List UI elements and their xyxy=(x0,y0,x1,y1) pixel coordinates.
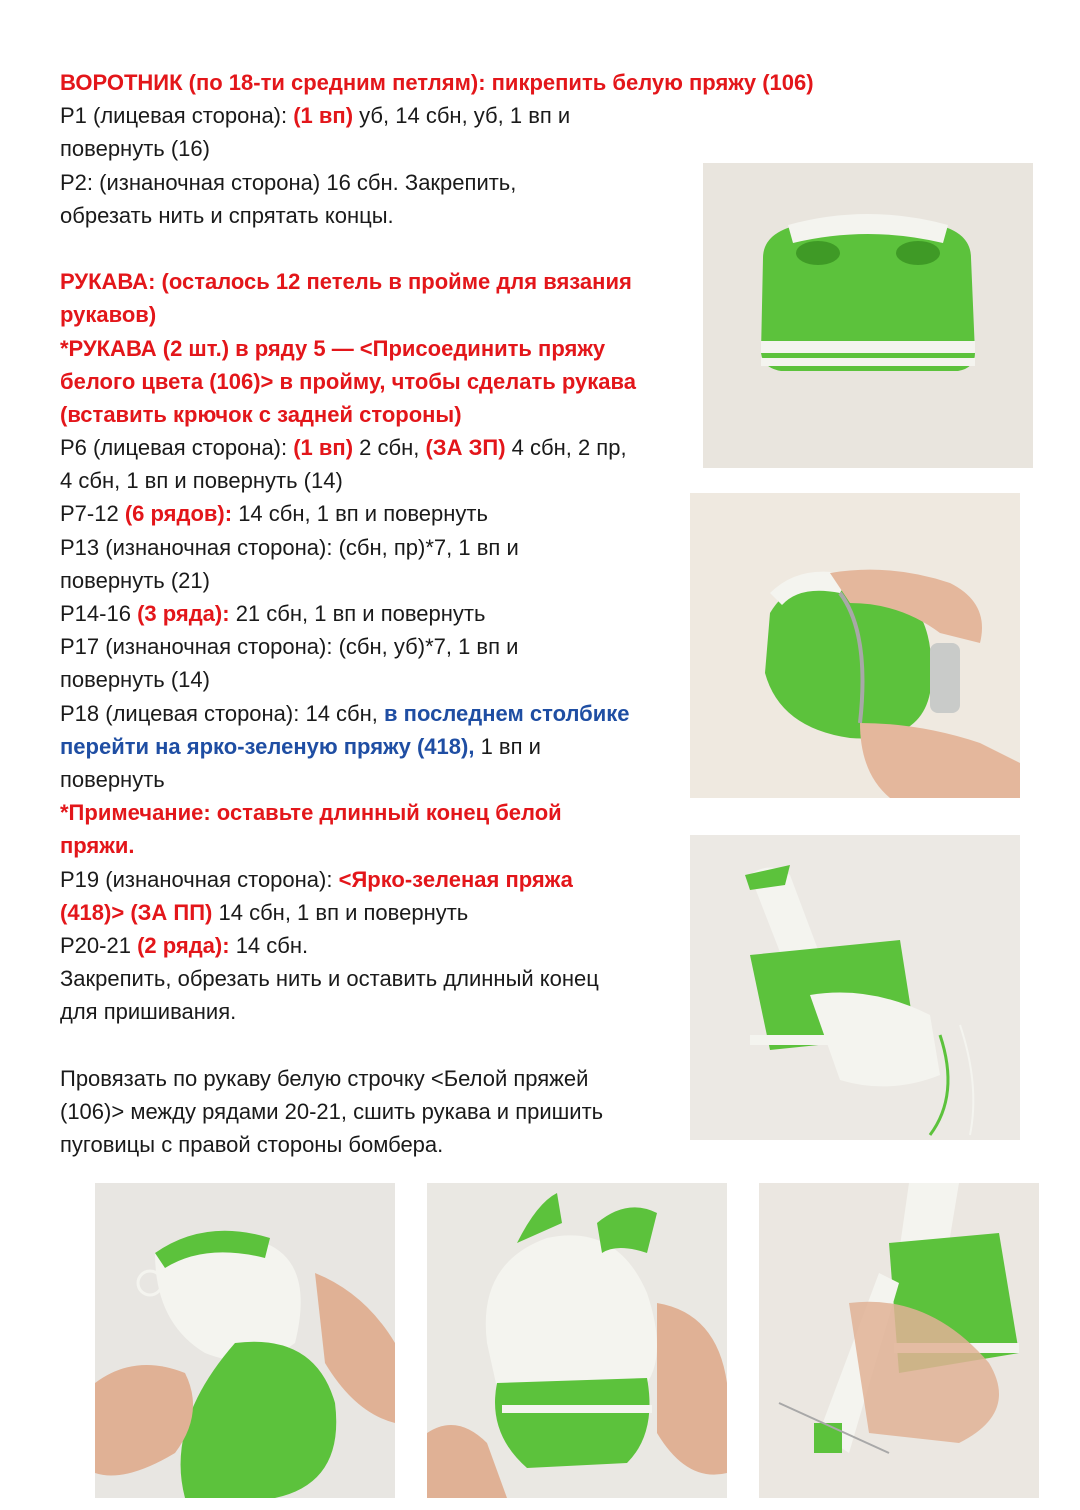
row-17-cont: повернуть (14) xyxy=(60,667,210,693)
row-text: Р19 (изнаночная сторона): xyxy=(60,866,339,892)
row-text: 4 сбн, 2 пр, xyxy=(505,435,627,461)
sleeves-note-cont: белого цвета (106)> в пройму, чтобы сделать рукава xyxy=(60,368,636,394)
row-14-16 xyxy=(60,597,700,630)
row-highlight-blue: перейти на ярко-зеленую пряжу (418), xyxy=(60,733,475,759)
row-18-cont-2: повернуть xyxy=(60,766,165,792)
row-text: Р6 (лицевая сторона): xyxy=(60,435,294,461)
row-highlight-blue: в последнем столбике xyxy=(384,700,630,726)
row-text: 14 сбн, 1 вп и повернуть xyxy=(232,501,488,527)
pattern-text xyxy=(60,66,814,1028)
row-text: Р14-16 xyxy=(60,601,138,626)
row-7-12 xyxy=(60,497,700,530)
photo-bomber-body xyxy=(703,163,1033,468)
row-19 xyxy=(60,863,700,896)
row-text: 21 сбн, 1 вп и повернуть xyxy=(229,601,486,626)
row-text: 14 сбн. xyxy=(229,932,309,958)
photo-sewing-step-3 xyxy=(759,1183,1039,1498)
row-6 xyxy=(60,431,700,464)
row-text: 2 сбн, xyxy=(353,435,426,461)
row-highlight: (3 ряда): xyxy=(137,601,230,626)
finishing-line-1: Провязать по рукаву белую строчку <Белой пряжей xyxy=(60,1066,589,1091)
row-text: Р7-12 xyxy=(60,501,125,527)
row-text: Р1 (лицевая сторона): xyxy=(60,103,294,129)
row-highlight: (418)> (ЗА ПП) xyxy=(60,899,213,925)
collar-heading: ВОРОТНИК (по 18-ти средним петлям): пикрепить белую пряжу (106) xyxy=(60,70,814,95)
remark-cont: пряжи. xyxy=(60,833,135,859)
row-1-cont: повернуть (16) xyxy=(60,136,210,162)
row-6-cont: 4 сбн, 1 вп и повернуть (14) xyxy=(60,468,343,494)
row-highlight: (6 рядов): xyxy=(124,501,233,527)
row-text: уб, 14 сбн, уб, 1 вп и xyxy=(353,103,571,129)
finish-cont: для пришивания. xyxy=(60,999,237,1025)
finishing-line-3: пуговицы с правой стороны бомбера. xyxy=(60,1132,444,1158)
spacer xyxy=(60,232,700,265)
row-19-cont xyxy=(60,896,700,929)
finish: Закрепить, обрезать нить и оставить длинный конец xyxy=(60,966,599,992)
row-1 xyxy=(60,99,700,132)
row-highlight: <Ярко-зеленая пряжа xyxy=(338,866,573,892)
row-text: Р18 (лицевая сторона): 14 сбн, xyxy=(60,700,385,726)
sleeves-heading-cont: рукавов) xyxy=(60,302,157,328)
finishing-line-2: (106)> между рядами 20-21, сшить рукава и пришить xyxy=(60,1099,604,1125)
row-2-cont: обрезать нить и спрятать концы. xyxy=(60,202,394,228)
row-13-cont: повернуть (21) xyxy=(60,567,210,593)
row-20-21 xyxy=(60,929,700,962)
row-highlight: (1 вп) xyxy=(293,103,354,129)
row-18-cont xyxy=(60,730,700,763)
row-highlight: (2 ряда): xyxy=(137,932,230,958)
photo-sewing-step-2 xyxy=(427,1183,727,1498)
row-text: Р20-21 xyxy=(60,932,138,958)
row-13: Р13 (изнаночная сторона): (сбн, пр)*7, 1 вп и xyxy=(60,534,519,560)
row-text: 1 вп и xyxy=(474,733,541,759)
photo-sleeve-hook xyxy=(690,493,1020,798)
row-text: 14 сбн, 1 вп и повернуть xyxy=(212,899,469,925)
sleeves-heading: РУКАВА: (осталось 12 петель в пройме для вязания xyxy=(60,269,632,295)
row-17: Р17 (изнаночная сторона): (сбн, уб)*7, 1 вп и xyxy=(60,634,519,660)
remark: *Примечание: оставьте длинный конец белой xyxy=(60,800,562,826)
sleeves-note-cont-2: (вставить крючок с задней стороны) xyxy=(60,401,462,427)
row-highlight: (ЗА ЗП) xyxy=(425,435,506,461)
photo-sleeve-finished xyxy=(690,835,1020,1140)
photo-sewing-step-1 xyxy=(95,1183,395,1498)
row-highlight: (1 вп) xyxy=(293,435,354,461)
row-2: Р2: (изнаночная сторона) 16 сбн. Закрепить, xyxy=(60,169,517,195)
sleeves-note: *РУКАВА (2 шт.) в ряду 5 — <Присоединить пряжу xyxy=(60,335,606,361)
finishing-text xyxy=(60,1062,720,1162)
row-18 xyxy=(60,697,700,730)
